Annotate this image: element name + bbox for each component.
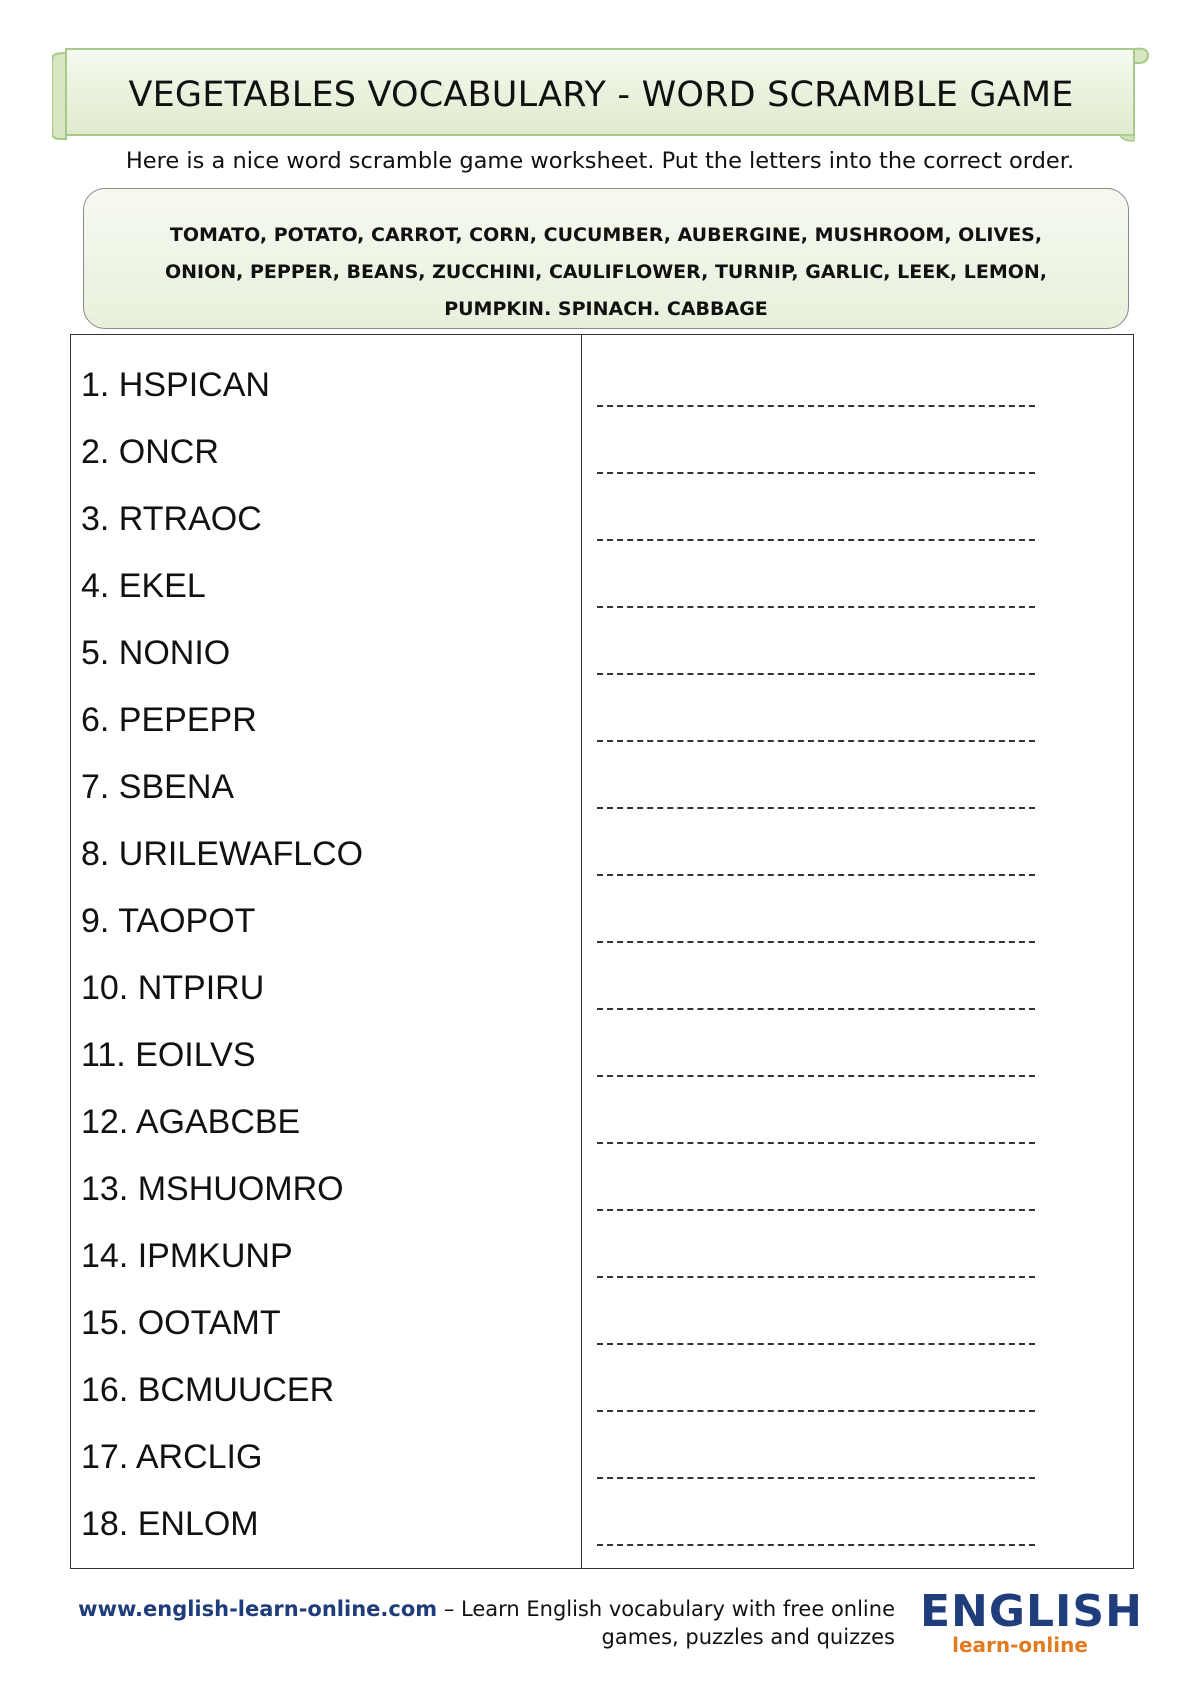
footer-text [40,1595,895,1651]
answer-blank[interactable] [597,1343,1035,1345]
answer-blank[interactable] [597,1075,1035,1077]
footer-tagline-1: – Learn English vocabulary with free online [437,1597,895,1621]
scrambled-word: 2. ONCR [81,433,219,471]
page-title: VEGETABLES VOCABULARY - WORD SCRAMBLE GAME [128,75,1074,115]
answer-blank[interactable] [597,1209,1035,1211]
word-bank-line: ONION, PEPPER, BEANS, ZUCCHINI, CAULIFLOWER, TURNIP, GARLIC, LEEK, LEMON, [164,261,1047,283]
answer-blank[interactable] [597,941,1035,943]
answer-blank[interactable] [597,1477,1035,1479]
scrambled-word: 10. NTPIRU [81,969,265,1007]
scrambled-word: 7. SBENA [81,768,235,806]
scrambled-word: 4. EKEL [81,567,206,605]
answer-blank[interactable] [597,539,1035,541]
scrambled-word: 11. EOILVS [81,1036,256,1074]
answer-blank[interactable] [597,874,1035,876]
puzzle-table [70,334,1134,1569]
word-bank [83,188,1129,329]
answer-blank[interactable] [597,1008,1035,1010]
scrambled-word: 12. AGABCBE [81,1103,301,1141]
scrambled-word: 15. OOTAMT [81,1304,281,1342]
answer-blank[interactable] [597,1142,1035,1144]
answer-blank[interactable] [597,405,1035,407]
site-logo [920,1586,1143,1657]
answer-blank[interactable] [597,740,1035,742]
scrambled-word: 5. NONIO [81,634,231,672]
scrambled-word: 1. HSPICAN [81,366,270,404]
footer-line-1 [40,1595,895,1623]
scrambled-word: 8. URILEWAFLCO [81,835,364,873]
instructions-text: Here is a nice word scramble game worksheet. Put the letters into the correct order. [125,148,1075,174]
scrambled-word: 3. RTRAOC [81,500,262,538]
answer-blank[interactable] [597,1410,1035,1412]
logo-english: ENGLISH [920,1586,1143,1637]
scrambled-word: 9. TAOPOT [81,902,256,940]
answer-blank[interactable] [597,606,1035,608]
scrambled-word: 17. ARCLIG [81,1438,263,1476]
title-banner [52,45,1150,145]
answer-blank[interactable] [597,673,1035,675]
column-divider [581,335,582,1568]
scrambled-word: 16. BCMUUCER [81,1371,335,1409]
site-link[interactable]: www.english-learn-online.com [78,1597,438,1621]
word-bank-line: PUMPKIN. SPINACH. CABBAGE [444,298,768,320]
answer-blank[interactable] [597,472,1035,474]
scrambled-word: 6. PEPEPR [81,701,257,739]
scrambled-word: 14. IPMKUNP [81,1237,293,1275]
logo-learn-online: learn-online [952,1633,1088,1657]
scrambled-word: 18. ENLOM [81,1505,259,1543]
answer-blank[interactable] [597,1276,1035,1278]
word-bank-line: TOMATO, POTATO, CARROT, CORN, CUCUMBER, AUBERGINE, MUSHROOM, OLIVES, [169,224,1043,246]
answer-blank[interactable] [597,1544,1035,1546]
answer-blank[interactable] [597,807,1035,809]
scrambled-word: 13. MSHUOMRO [81,1170,344,1208]
footer-tagline-2: games, puzzles and quizzes [601,1625,895,1649]
